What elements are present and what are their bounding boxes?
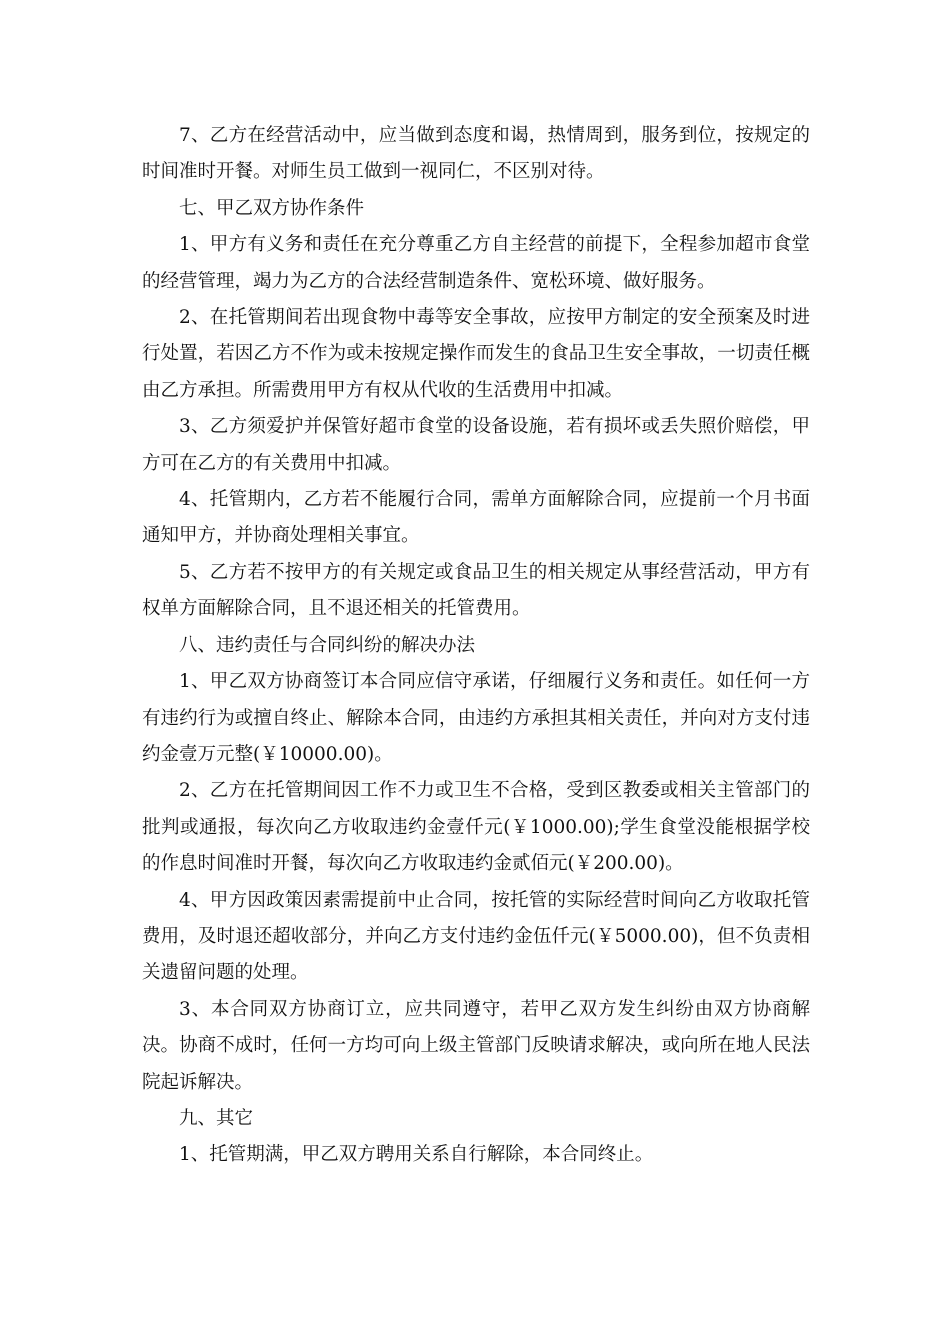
document-body bbox=[142, 118, 810, 1174]
clause-1-party-a-duty: 1、甲方有义务和责任在充分尊重乙方自主经营的前提下，全程参加超市食堂的经营管理，竭力为乙方的合法经营制造条件、宽松环境、做好服务。 bbox=[142, 234, 810, 292]
clause-2-safety-incident: 2、在托管期间若出现食物中毒等安全事故，应按甲方制定的安全预案及时进行处置，若因乙方不作为或未按规定操作而发生的食品卫生安全事故，一切责任概由乙方承担。所需费用甲方有权从代收的生活费用中扣减。 bbox=[142, 307, 810, 401]
clause-3-dispute-resolution: 3、本合同双方协商订立，应共同遵守，若甲乙双方发生纠纷由双方协商解决。协商不成时，任何一方均可向上级主管部门反映请求解决，或向所在地人民法院起诉解决。 bbox=[142, 998, 810, 1093]
clause-7-service-attitude: 7、乙方在经营活动中，应当做到态度和谒，热情周到，服务到位，按规定的时间准时开餐。对师生员工做到一视同仁，不区别对待。 bbox=[142, 125, 810, 183]
clause-1-contract-expiry: 1、托管期满，甲乙双方聘用关系自行解除，本合同终止。 bbox=[179, 1144, 654, 1166]
clause-4-early-termination-notice: 4、托管期内，乙方若不能履行合同，需单方面解除合同，应提前一个月书面通知甲方，并协商处理相关事宜。 bbox=[142, 489, 810, 547]
clause-5-unilateral-termination: 5、乙方若不按甲方的有关规定或食品卫生的相关规定从事经营活动，甲方有权单方面解除合同，且不退还相关的托管费用。 bbox=[142, 561, 810, 620]
clause-1-breach-penalty: 1、甲乙双方协商签订本合同应信守承诺，仔细履行义务和责任。如任何一方有违约行为或擅自终止、解除本合同，由违约方承担其相关责任，并向对方支付违约金壹万元整(￥10000.00)。 bbox=[142, 671, 810, 765]
section-heading-breach-liability: 八、违约责任与合同纠纷的解决办法 bbox=[179, 634, 476, 656]
clause-2-hygiene-penalty: 2、乙方在托管期间因工作不力或卫生不合格，受到区教委或相关主管部门的批判或通报，每次向乙方收取违约金壹仟元(￥1000.00);学生食堂没能根据学校的作息时间准时开餐，每次向乙方收取违约金贰佰元(￥200.00)。 bbox=[142, 780, 810, 875]
clause-4-policy-termination: 4、甲方因政策因素需提前中止合同，按托管的实际经营时间向乙方收取托管费用，及时退还超收部分，并向乙方支付违约金伍仟元(￥5000.00)，但不负责相关遗留问题的处理。 bbox=[142, 889, 810, 984]
clause-3-equipment-care: 3、乙方须爱护并保管好超市食堂的设备设施，若有损坏或丢失照价赔偿，甲方可在乙方的有关费用中扣减。 bbox=[142, 416, 810, 474]
section-heading-other: 九、其它 bbox=[179, 1107, 254, 1129]
section-heading-cooperation-conditions: 七、甲乙双方协作条件 bbox=[179, 197, 365, 219]
